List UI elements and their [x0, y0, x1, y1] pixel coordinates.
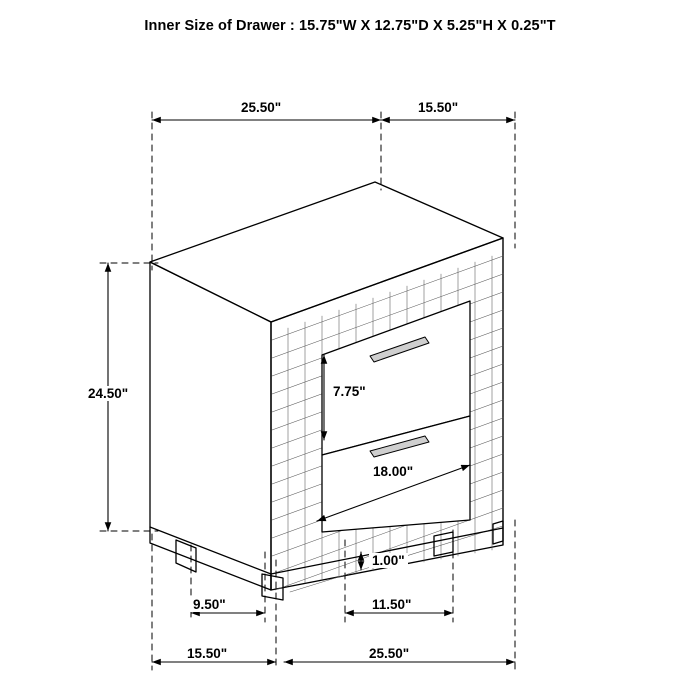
- dim-label-right-leg-span: 11.50": [369, 597, 414, 612]
- dim-label-bottom-left-depth: 15.50": [184, 646, 230, 661]
- leg-back-right: [493, 521, 503, 544]
- dim-label-top-right-depth: 15.50": [415, 100, 461, 115]
- dim-label-leg-height: 1.00": [369, 553, 408, 568]
- dim-label-drawer-height: 7.75": [330, 384, 369, 399]
- page-title: Inner Size of Drawer : 15.75"W X 12.75"D X 5.25"H X 0.25"T: [144, 18, 556, 34]
- leg-left: [176, 540, 196, 572]
- cabinet-top-surface: [150, 182, 503, 322]
- dim-label-drawer-width: 18.00": [370, 464, 416, 479]
- cabinet-left-side: [150, 262, 271, 590]
- dim-label-left-leg-span: 9.50": [190, 597, 229, 612]
- leg-right: [434, 532, 453, 556]
- dim-label-top-left-width: 25.50": [238, 100, 284, 115]
- cabinet-bottom-trim-left: [150, 527, 271, 590]
- dim-label-overall-height: 24.50": [85, 386, 131, 401]
- dim-label-bottom-right-width: 25.50": [366, 646, 412, 661]
